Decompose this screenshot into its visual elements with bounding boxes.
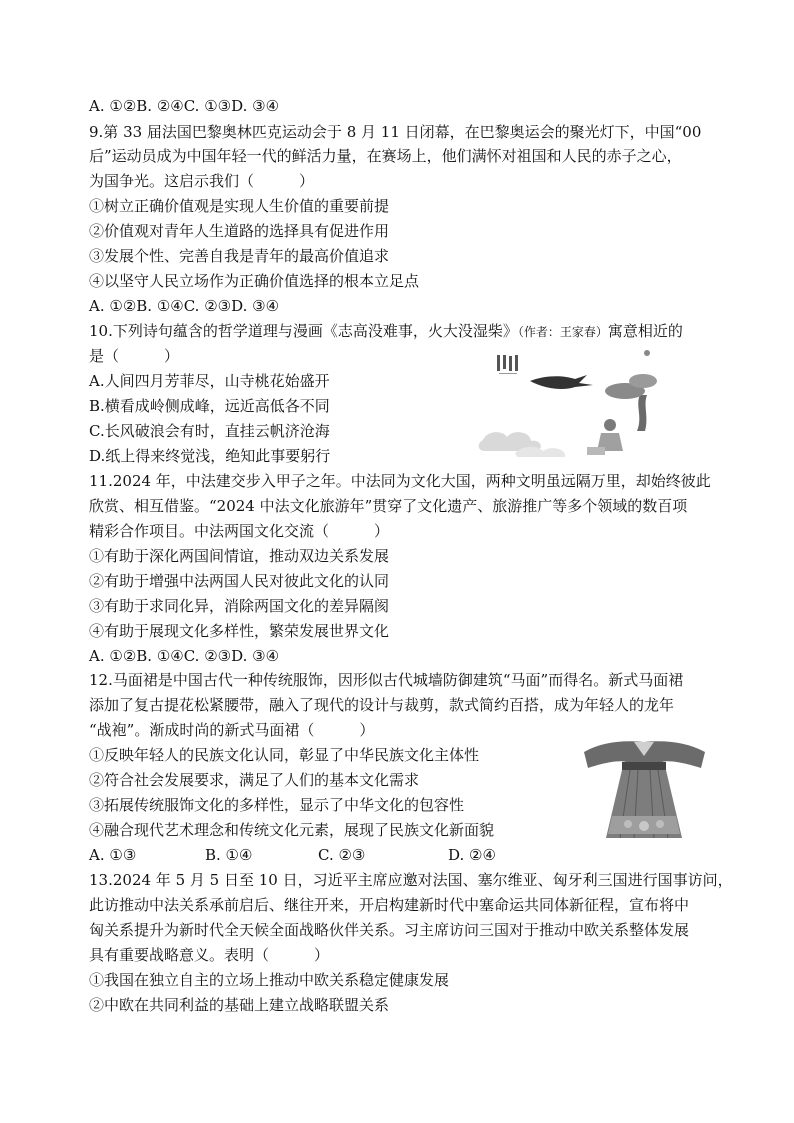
q10-option-a: A.人间四月芳菲尽，山寺桃花始盛开: [89, 372, 330, 390]
q9-option-1: ①树立正确价值观是实现人生价值的重要前提: [89, 197, 390, 215]
q11-stem-line-3: 精彩合作项目。中法两国文化交流（ ）: [89, 522, 390, 540]
q10-stem-prefix: 10.下列诗句蕴含的哲学道理与漫画《志高没难事，火大没湿柴》: [89, 322, 518, 340]
q11-stem-line-2: 欣赏、相互借鉴。“2024 中法文化旅游年”贯穿了文化遗产、旅游推广等多个领域的数百项: [89, 497, 688, 515]
q9-stem-line-3: 为国争光。这启示我们（ ）: [89, 172, 315, 190]
q12-option-2: ②符合社会发展要求，满足了人们的基本文化需求: [89, 771, 420, 789]
q12-choice-c: C. ②③: [318, 846, 366, 864]
q13-stem-line-2: 此访推动中法关系承前启后、继往开来，开启构建新时代中塞命运共同体新征程，宣布将中: [89, 896, 690, 914]
q9-option-2: ②价值观对青年人生道路的选择具有促进作用: [89, 222, 390, 240]
q10-stem-line-2: 是（ ）: [89, 347, 180, 365]
q10-stem-line-1: [89, 321, 683, 342]
q8-choices: A. ①②B. ②④C. ①③D. ③④: [89, 97, 280, 115]
q10-option-b: B.横看成岭侧成峰，远近高低各不同: [89, 397, 330, 415]
garment-illustration: [582, 738, 707, 842]
q12-choice-a: A. ①③: [89, 846, 137, 864]
q11-stem-line-1: 11.2024 年，中法建交步入甲子之年。中法同为文化大国，两种文明虽远隔万里，却始终彼此: [89, 472, 711, 490]
q11-option-4: ④有助于展现文化多样性，繁荣发展世界文化: [89, 622, 390, 640]
q13-stem-line-3: 匈关系提升为新时代全天候全面战略伙伴关系。习主席访问三国对于推动中欧关系整体发展: [89, 921, 690, 939]
q9-stem-line-2: 后”运动员成为中国年轻一代的鲜活力量，在赛场上，他们满怀对祖国和人民的赤子之心，: [89, 147, 682, 165]
q10-author: （作者：王家春）: [517, 325, 608, 339]
q10-option-d: D.纸上得来终觉浅，绝知此事要躬行: [89, 447, 331, 465]
q10-option-c: C.长风破浪会有时，直挂云帆济沧海: [89, 422, 330, 440]
q12-stem-line-1: 12.马面裙是中国古代一种传统服饰，因形似古代城墙防御建筑“马面”而得名。新式马面裙: [89, 671, 684, 689]
q12-option-3: ③拓展传统服饰文化的多样性，显示了中华文化的包容性: [89, 796, 465, 814]
q11-option-2: ②有助于增强中法两国人民对彼此文化的认同: [89, 572, 390, 590]
q13-stem-line-4: 具有重要战略意义。表明（ ）: [89, 946, 330, 964]
q11-option-1: ①有助于深化两国间情谊，推动双边关系发展: [89, 547, 390, 565]
q12-option-1: ①反映年轻人的民族文化认同，彰显了中华民族文化主体性: [89, 746, 480, 764]
q9-option-3: ③发展个性、完善自我是青年的最高价值追求: [89, 247, 390, 265]
q13-stem-line-1: 13.2024 年 5 月 5 日至 10 日，习近平主席应邀对法国、塞尔维亚、匈牙利三国进行国事访问，: [89, 871, 733, 889]
q12-choice-d: D. ②④: [448, 846, 496, 864]
q9-choices: A. ①②B. ①④C. ②③D. ③④: [89, 297, 280, 315]
q13-option-2: ②中欧在共同利益的基础上建立战略联盟关系: [89, 996, 390, 1014]
q9-stem-line-1: 9.第 33 届法国巴黎奥林匹克运动会于 8 月 11 日闭幕，在巴黎奥运会的聚光灯下，中国“00: [89, 123, 702, 141]
q10-stem-suffix: 寓意相近的: [607, 322, 683, 340]
q12-stem-line-2: 添加了复古提花松紧腰带，融入了现代的设计与裁剪，款式简约百搭，成为年轻人的龙年: [89, 696, 675, 714]
q13-option-1: ①我国在独立自主的立场上推动中欧关系稳定健康发展: [89, 971, 450, 989]
q12-option-4: ④融合现代艺术理念和传统文化元素，展现了民族文化新面貌: [89, 821, 495, 839]
cartoon-illustration: [475, 345, 665, 465]
q12-choice-b: B. ①④: [205, 846, 253, 864]
q9-option-4: ④以坚守人民立场作为正确价值选择的根本立足点: [89, 272, 420, 290]
q12-stem-line-3: “战袍”。渐成时尚的新式马面裙（ ）: [89, 721, 375, 739]
q11-option-3: ③有助于求同化异，消除两国文化的差异隔阂: [89, 597, 390, 615]
q11-choices: A. ①②B. ①④C. ②③D. ③④: [89, 647, 280, 665]
